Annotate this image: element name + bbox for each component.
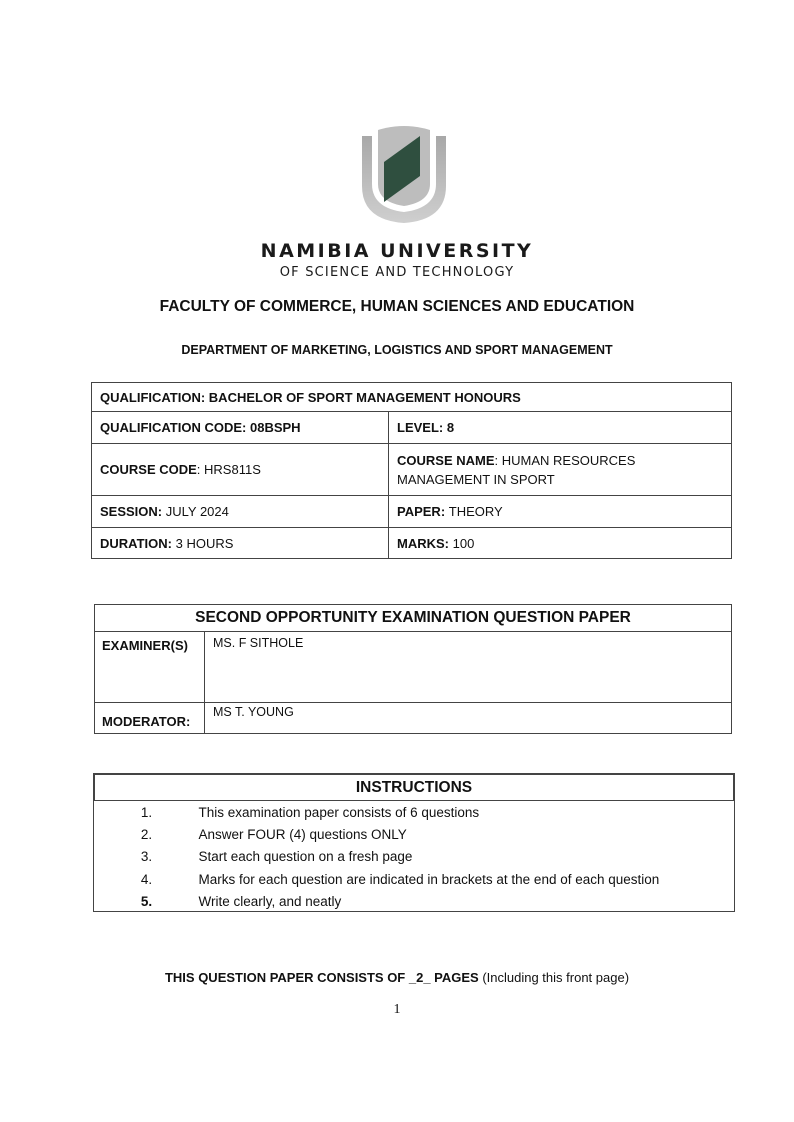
university-subtitle: OF SCIENCE AND TECHNOLOGY: [279, 265, 515, 280]
university-logo: [358, 122, 450, 224]
instruction-number: 2.: [140, 826, 153, 842]
qualification-code-cell: QUALIFICATION CODE: 08BSPH: [92, 412, 389, 444]
level-cell: LEVEL: 8: [389, 412, 732, 444]
instruction-text: Marks for each question are indicated in brackets at the end of each question: [198, 871, 660, 887]
instruction-text: This examination paper consists of 6 questions: [198, 804, 480, 820]
instructions-box: [93, 773, 735, 912]
instruction-text: Write clearly, and neatly: [198, 894, 342, 910]
moderator-name: MS T. YOUNG: [205, 703, 732, 734]
exam-details-table: [91, 382, 732, 559]
course-code-cell: COURSE CODE: HRS811S: [92, 444, 389, 496]
page-count-note: THIS QUESTION PAPER CONSISTS OF _2_ PAGES (Including this front page): [164, 970, 630, 985]
session-cell: SESSION: JULY 2024: [92, 496, 389, 528]
instruction-text: Start each question on a fresh page: [198, 849, 413, 865]
examiner-name: MS. F SITHOLE: [205, 632, 732, 703]
moderator-label: MODERATOR:: [95, 703, 205, 734]
instruction-number: 5.: [140, 894, 153, 910]
page-number: 1: [393, 1002, 401, 1017]
qualification-cell: QUALIFICATION: BACHELOR OF SPORT MANAGEMENT HONOURS: [92, 383, 732, 412]
marks-cell: MARKS: 100: [389, 528, 732, 559]
examiners-table: [94, 604, 732, 734]
instruction-number: 3.: [140, 849, 153, 865]
instruction-text: Answer FOUR (4) questions ONLY: [198, 826, 407, 842]
department-title: DEPARTMENT OF MARKETING, LOGISTICS AND SPORT MANAGEMENT: [181, 343, 613, 357]
exam-title: SECOND OPPORTUNITY EXAMINATION QUESTION PAPER: [95, 605, 732, 632]
faculty-title: FACULTY OF COMMERCE, HUMAN SCIENCES AND EDUCATION: [159, 298, 635, 315]
course-name-cell: COURSE NAME: HUMAN RESOURCES MANAGEMENT IN SPORT: [389, 444, 732, 496]
instruction-number: 4.: [140, 871, 153, 887]
university-name: NAMIBIA UNIVERSITY: [260, 240, 534, 262]
paper-cell: PAPER: THEORY: [389, 496, 732, 528]
examiner-label: EXAMINER(S): [95, 632, 205, 703]
instruction-number: 1.: [140, 804, 153, 820]
duration-cell: DURATION: 3 HOURS: [92, 528, 389, 559]
instructions-title: INSTRUCTIONS: [95, 775, 734, 801]
